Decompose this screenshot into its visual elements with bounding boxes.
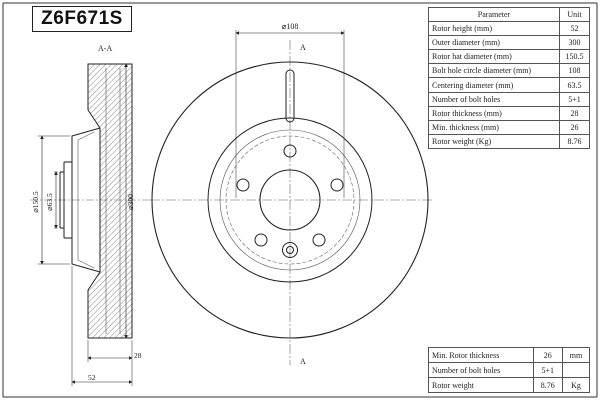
table-row <box>429 64 590 78</box>
bolt-hole <box>331 179 343 191</box>
summary-unit <box>562 363 589 378</box>
table-row <box>429 50 590 64</box>
parameter-table <box>428 7 590 149</box>
bolt-hole <box>255 234 267 246</box>
param-name: Bolt hole circle diameter (mm) <box>429 64 560 78</box>
param-value: 108 <box>560 64 590 78</box>
param-value: 150.5 <box>560 50 590 64</box>
param-value: 63.5 <box>560 78 590 92</box>
summary-name: Number of bolt holes <box>429 363 534 378</box>
param-value: 300 <box>560 36 590 50</box>
table-row <box>429 22 590 36</box>
summary-table <box>428 347 590 393</box>
param-name: Centering diameter (mm) <box>429 78 560 92</box>
center-bore-dim: ⌀63.5 <box>45 193 54 211</box>
table-header-row <box>429 8 590 22</box>
table-row <box>429 120 590 134</box>
height-dim: 52 <box>88 373 96 382</box>
table-row <box>429 36 590 50</box>
summary-name: Min. Rotor thickness <box>429 348 534 363</box>
table-row <box>429 378 590 393</box>
param-name: Rotor weight (Kg) <box>429 134 560 148</box>
section-mark-top: A <box>300 43 306 52</box>
bolt-circle-dim: ⌀108 <box>281 22 299 31</box>
hat-diameter-dim: ⌀150.5 <box>31 191 40 213</box>
table-row <box>429 363 590 378</box>
summary-value: 26 <box>533 348 562 363</box>
param-value: 28 <box>560 106 590 120</box>
param-value: 8.76 <box>560 134 590 148</box>
param-name: Min. thickness (mm) <box>429 120 560 134</box>
param-value: 52 <box>560 22 590 36</box>
part-number: Z6F671S <box>32 6 132 32</box>
param-name: Rotor thickness (mm) <box>429 106 560 120</box>
front-view <box>150 22 432 366</box>
param-name: Outer diameter (mm) <box>429 36 560 50</box>
summary-value: 5+1 <box>533 363 562 378</box>
table-row <box>429 106 590 120</box>
summary-name: Rotor weight <box>429 378 534 393</box>
table-row <box>429 92 590 106</box>
param-name: Rotor height (mm) <box>429 22 560 36</box>
summary-unit: mm <box>562 348 589 363</box>
bolt-hole <box>237 179 249 191</box>
summary-unit: Kg <box>562 378 589 393</box>
section-label: A-A <box>98 44 113 53</box>
header-unit: Unit <box>560 8 590 22</box>
header-parameter: Parameter <box>429 8 560 22</box>
param-name: Rotor hat diameter (mm) <box>429 50 560 64</box>
outer-diameter-dim: ⌀300 <box>126 194 135 210</box>
param-name: Number of bolt holes <box>429 92 560 106</box>
param-value: 26 <box>560 120 590 134</box>
section-view <box>30 44 150 386</box>
thickness-dim: 28 <box>134 351 142 360</box>
summary-value: 8.76 <box>533 378 562 393</box>
param-value: 5+1 <box>560 92 590 106</box>
table-row <box>429 348 590 363</box>
section-mark-bottom: A <box>300 357 306 366</box>
bolt-hole <box>313 234 325 246</box>
table-row <box>429 134 590 148</box>
table-row <box>429 78 590 92</box>
